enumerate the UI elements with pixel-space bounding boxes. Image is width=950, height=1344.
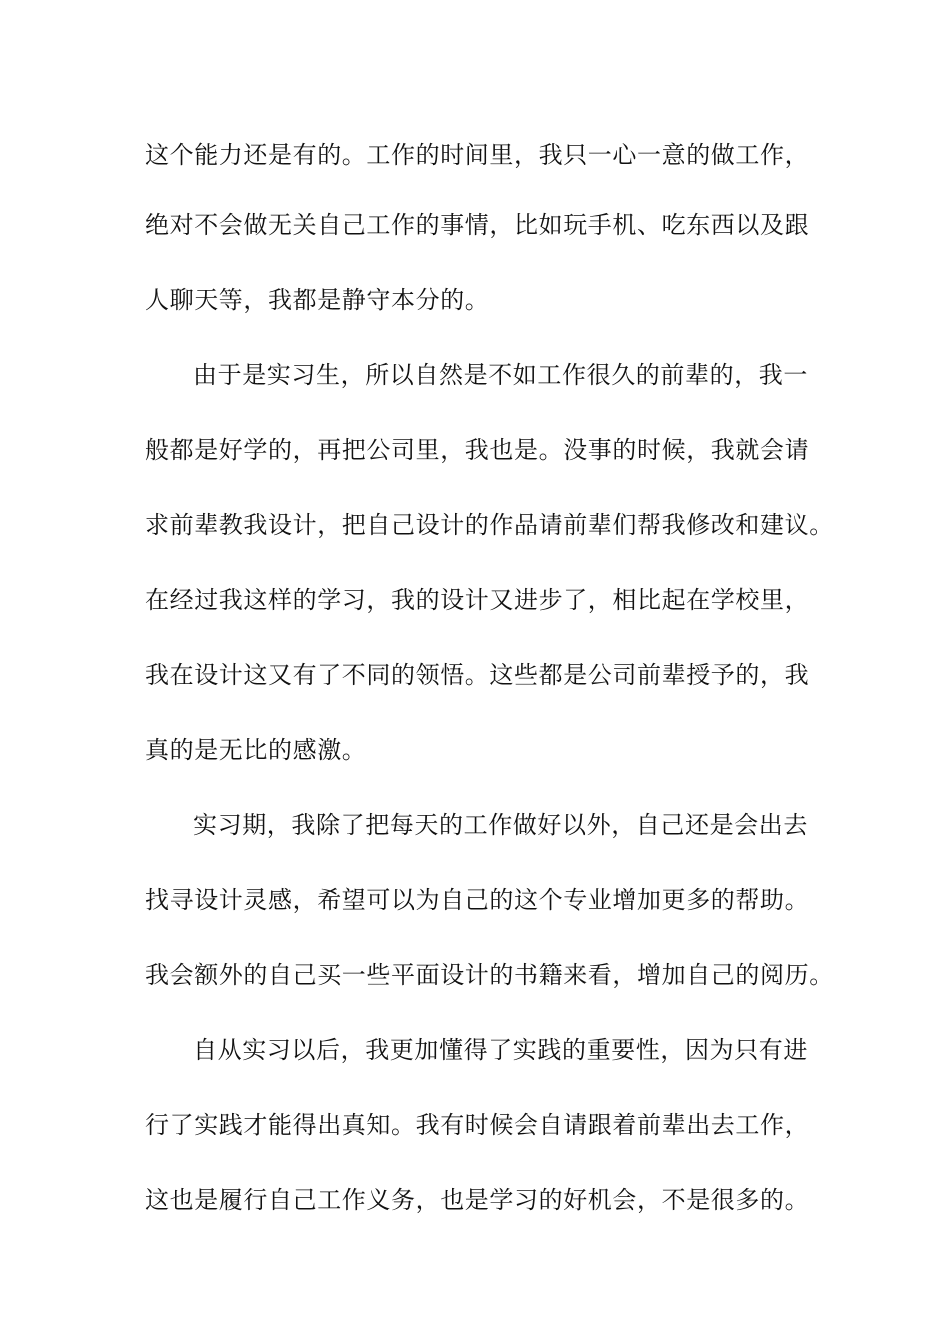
text-line: 真的是无比的感激。 (145, 736, 367, 764)
text-line: 这个能力还是有的。工作的时间里，我只一心一意的做工作， (145, 141, 810, 169)
paragraph-start-line: 自从实习以后，我更加懂得了实践的重要性，因为只有进 (193, 1036, 808, 1064)
text-line: 这也是履行自己工作义务，也是学习的好机会，不是很多的。 (145, 1186, 810, 1214)
text-line: 人聊天等，我都是静守本分的。 (145, 286, 490, 314)
text-line: 我会额外的自己买一些平面设计的书籍来看，增加自己的阅历。 (145, 961, 834, 989)
text-line: 我在设计这又有了不同的领悟。这些都是公司前辈授予的，我 (145, 661, 810, 689)
text-line: 行了实践才能得出真知。我有时候会自请跟着前辈出去工作， (145, 1111, 810, 1139)
text-line: 在经过我这样的学习，我的设计又进步了，相比起在学校里， (145, 586, 810, 614)
text-line: 般都是好学的，再把公司里，我也是。没事的时候，我就会请 (145, 436, 810, 464)
text-line: 找寻设计灵感，希望可以为自己的这个专业增加更多的帮助。 (145, 886, 810, 914)
text-line: 求前辈教我设计，把自己设计的作品请前辈们帮我修改和建议。 (145, 511, 834, 539)
text-line: 绝对不会做无关自己工作的事情，比如玩手机、吃东西以及跟 (145, 211, 810, 239)
paragraph-start-line: 实习期，我除了把每天的工作做好以外，自己还是会出去 (193, 811, 808, 839)
paragraph-start-line: 由于是实习生，所以自然是不如工作很久的前辈的，我一 (193, 361, 808, 389)
